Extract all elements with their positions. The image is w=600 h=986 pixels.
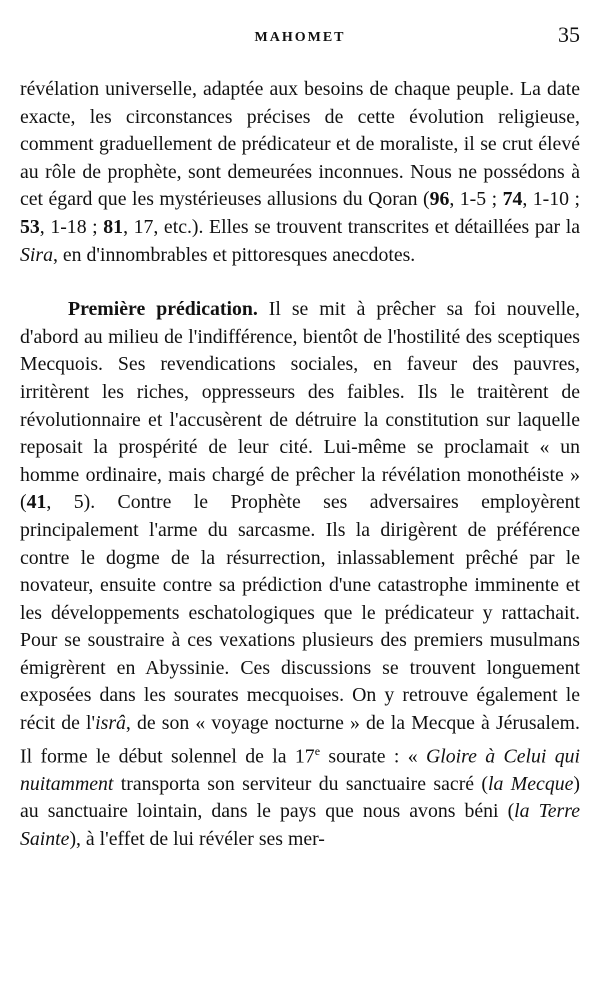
- paragraph-premiere-predication: [20, 296, 580, 853]
- paragraph1-run: 81: [103, 215, 124, 238]
- paragraph2-run: ) au sanctuaire lointain, dans le pays que nous avons béni (: [20, 772, 580, 823]
- paragraph2-run: Première prédication.: [68, 298, 258, 321]
- paragraph2-run: , 5). Contre le Prophète ses adversaires employèrent principalement l'arme du sarcasme. Ils la dirigèrent de préférence contre le dogme de la résurrection, inlassablement prêché par le novateur, ensuite contre sa prédiction d'une catastrophe imminente et les développements eschatologiques que le prédicateur y rattachait. Pour se soustraire à ces vexations plusieurs des premiers musulmans émigrèrent en Abyssinie. Ces discussions se trouvent longuement exposées dans les sourates mecquoises. On y retrouve également le récit de l': [20, 491, 580, 735]
- paragraph1-run: , 17, etc.). Elles se trouvent transcrites et détaillées par la: [123, 215, 580, 238]
- running-title: MAHOMET: [254, 30, 346, 45]
- paragraph2-run: Il se mit à prêcher sa foi nouvelle, d'abord au milieu de l'indifférence, bientôt de l'hostilité des sceptiques Mecquois. Ses revendications sociales, en faveur des pauvres, irritèrent les riches, oppresseurs des faibles. Ils le traitèrent de révolutionnaire et l'accusèrent de détruire la constitution sur laquelle reposait la prospérité de leur cité. Lui-même se proclamait « un homme ordinaire, mais chargé de prêcher la révélation monothéiste » (: [20, 298, 580, 514]
- paragraph2-run: e: [314, 743, 321, 758]
- paragraph2-run: transporta son serviteur du sanctuaire sacré (: [113, 772, 489, 795]
- paragraph1-run: , 1-5 ;: [449, 188, 503, 211]
- paragraph1-run: 96: [429, 188, 450, 211]
- paragraph2-run: sourate : «: [320, 745, 426, 768]
- paragraph1-run: , 1-10 ;: [522, 188, 580, 211]
- paragraph1-run: révélation universelle, adaptée aux besoins de chaque peuple. La date exacte, les circonstances précises de cette évolution religieuse, comment graduellement de prédicateur et de moraliste, il se crut élevé au rôle de prophète, sont demeurées inconnues. Nous ne possédons à cet égard que les mystérieuses allusions du Qoran (: [20, 78, 580, 211]
- book-page: [20, 22, 580, 972]
- paragraph1-run: 74: [502, 188, 523, 211]
- paragraph2-run: la Terre Sainte: [20, 800, 580, 851]
- paragraph2-run: Gloire à Celui qui nuitamment: [20, 745, 580, 795]
- paragraph1-run: Sira: [20, 243, 53, 266]
- paragraph1-run: 53: [20, 215, 40, 238]
- paragraph2-run: isrâ: [95, 712, 126, 735]
- page-number: 35: [558, 22, 580, 47]
- paragraph2-run: , de son « voyage nocturne » de la Mecque à Jérusalem. Il forme le début solennel de la 17: [20, 712, 580, 768]
- paragraph1-run: , en d'innombrables et pittoresques anecdotes.: [52, 243, 416, 266]
- page-header: [20, 22, 580, 70]
- paragraph1-run: , 1-18 ;: [39, 215, 104, 238]
- paragraph-revelation: [20, 76, 580, 269]
- paragraph2-run: la Mecque: [488, 772, 574, 795]
- paragraph2-run: 41: [26, 491, 47, 514]
- paragraph2-run: ), à l'effet de lui révéler ses mer-: [69, 828, 325, 851]
